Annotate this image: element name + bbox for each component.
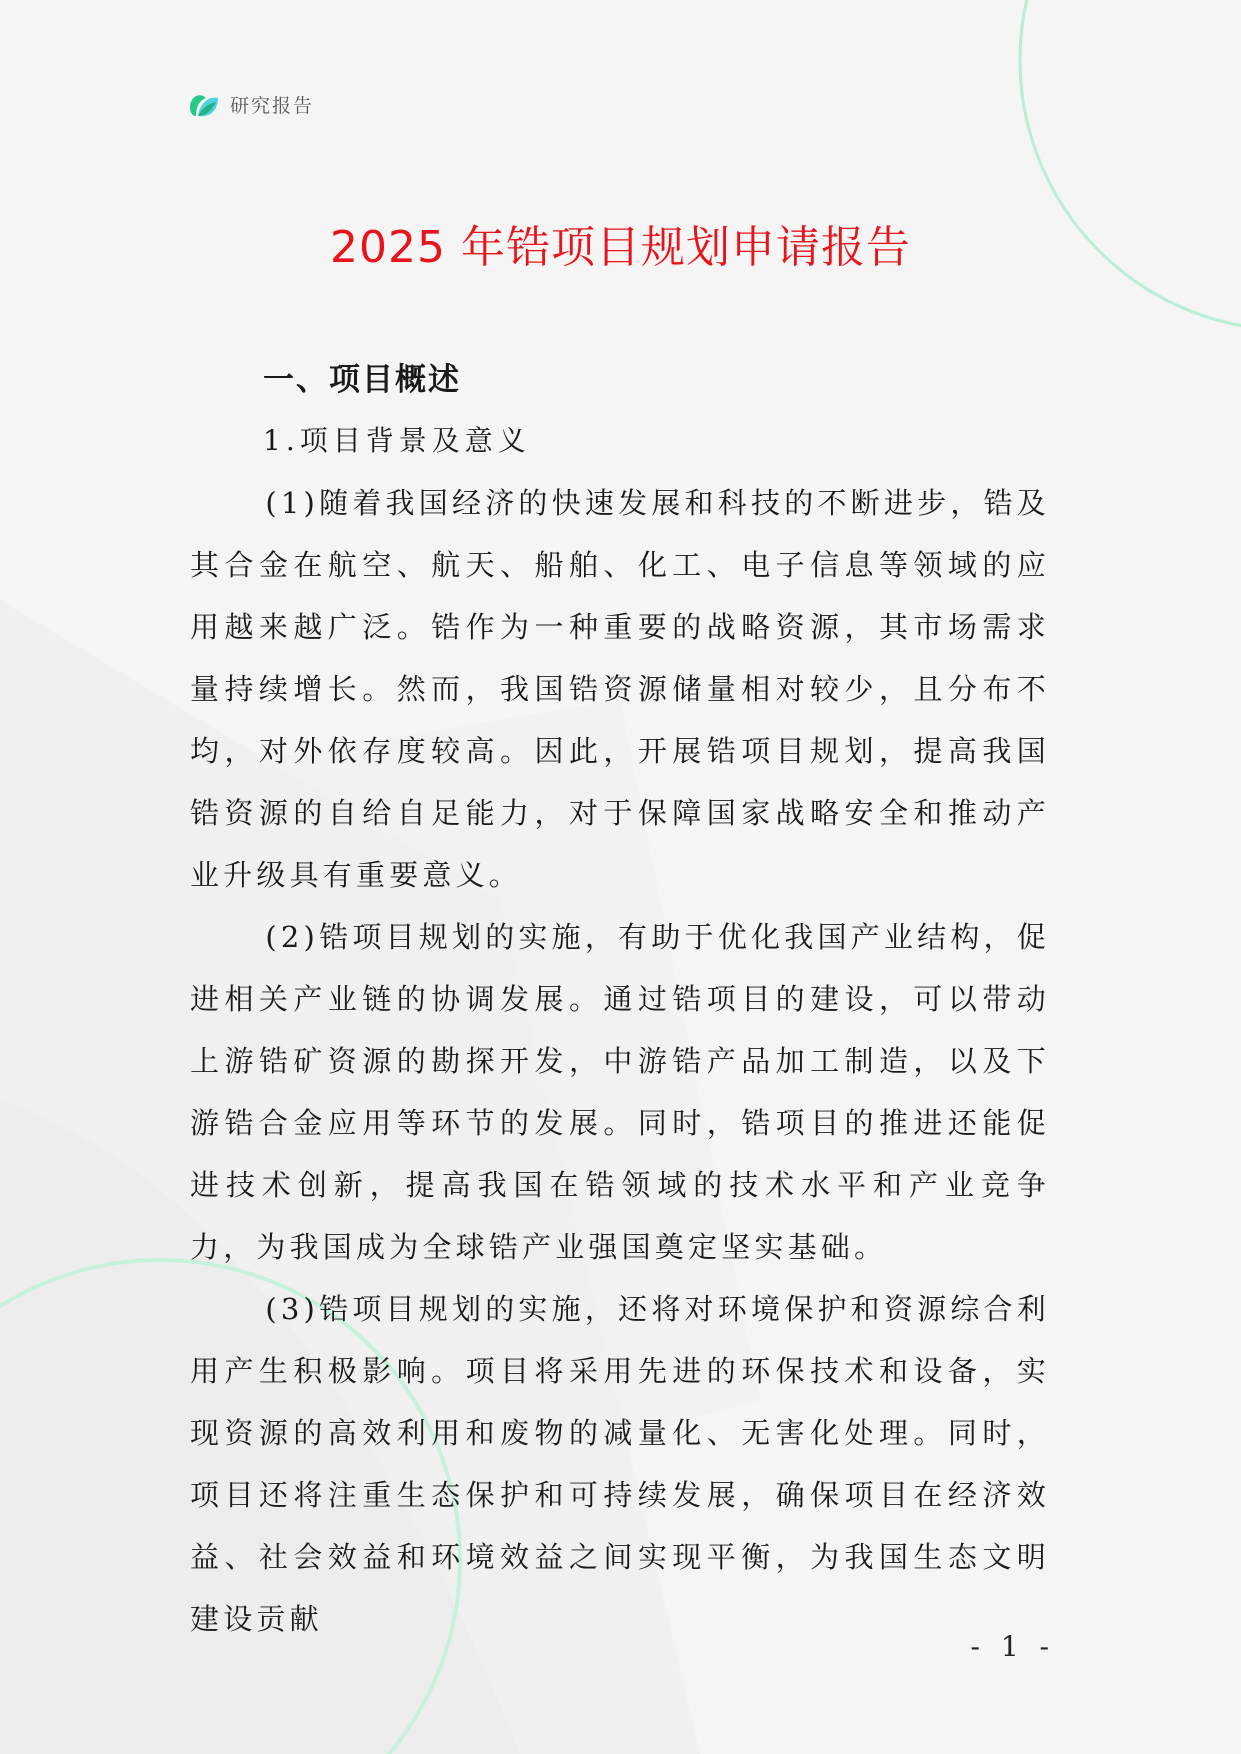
leaf-logo-icon <box>186 86 222 122</box>
document-title: 2025 年锆项目规划申请报告 <box>330 222 911 273</box>
section-heading: 一、项目概述 <box>263 362 461 398</box>
page-number: - 1 - <box>970 1630 1055 1663</box>
body-text <box>190 472 1050 1650</box>
paragraph-3: (3)锆项目规划的实施，还将对环境保护和资源综合利用产生积极影响。项目将采用先进的环保技术和设备，实现资源的高效利用和废物的减量化、无害化处理。同时，项目还将注重生态保护和可持续发展，确保项目在经济效益、社会效益和环境效益之间实现平衡，为我国生态文明建设贡献 <box>190 1292 1050 1636</box>
paragraph-2: (2)锆项目规划的实施，有助于优化我国产业结构，促进相关产业链的协调发展。通过锆项目的建设，可以带动上游锆矿资源的勘探开发，中游锆产品加工制造，以及下游锆合金应用等环节的发展。同时，锆项目的推进还能促进技术创新，提高我国在锆领域的技术水平和产业竞争力，为我国成为全球锆产业强国奠定坚实基础。 <box>190 920 1050 1264</box>
sub-heading: 1.项目背景及意义 <box>263 424 531 457</box>
paragraph-1: (1)随着我国经济的快速发展和科技的不断进步，锆及其合金在航空、航天、船舶、化工、电子信息等领域的应用越来越广泛。锆作为一种重要的战略资源，其市场需求量持续增长。然而，我国锆资源储量相对较少，且分布不均，对外依存度较高。因此，开展锆项目规划，提高我国锆资源的自给自足能力，对于保障国家战略安全和推动产业升级具有重要意义。 <box>190 486 1050 892</box>
report-header <box>186 86 314 122</box>
header-label: 研究报告 <box>230 94 315 117</box>
